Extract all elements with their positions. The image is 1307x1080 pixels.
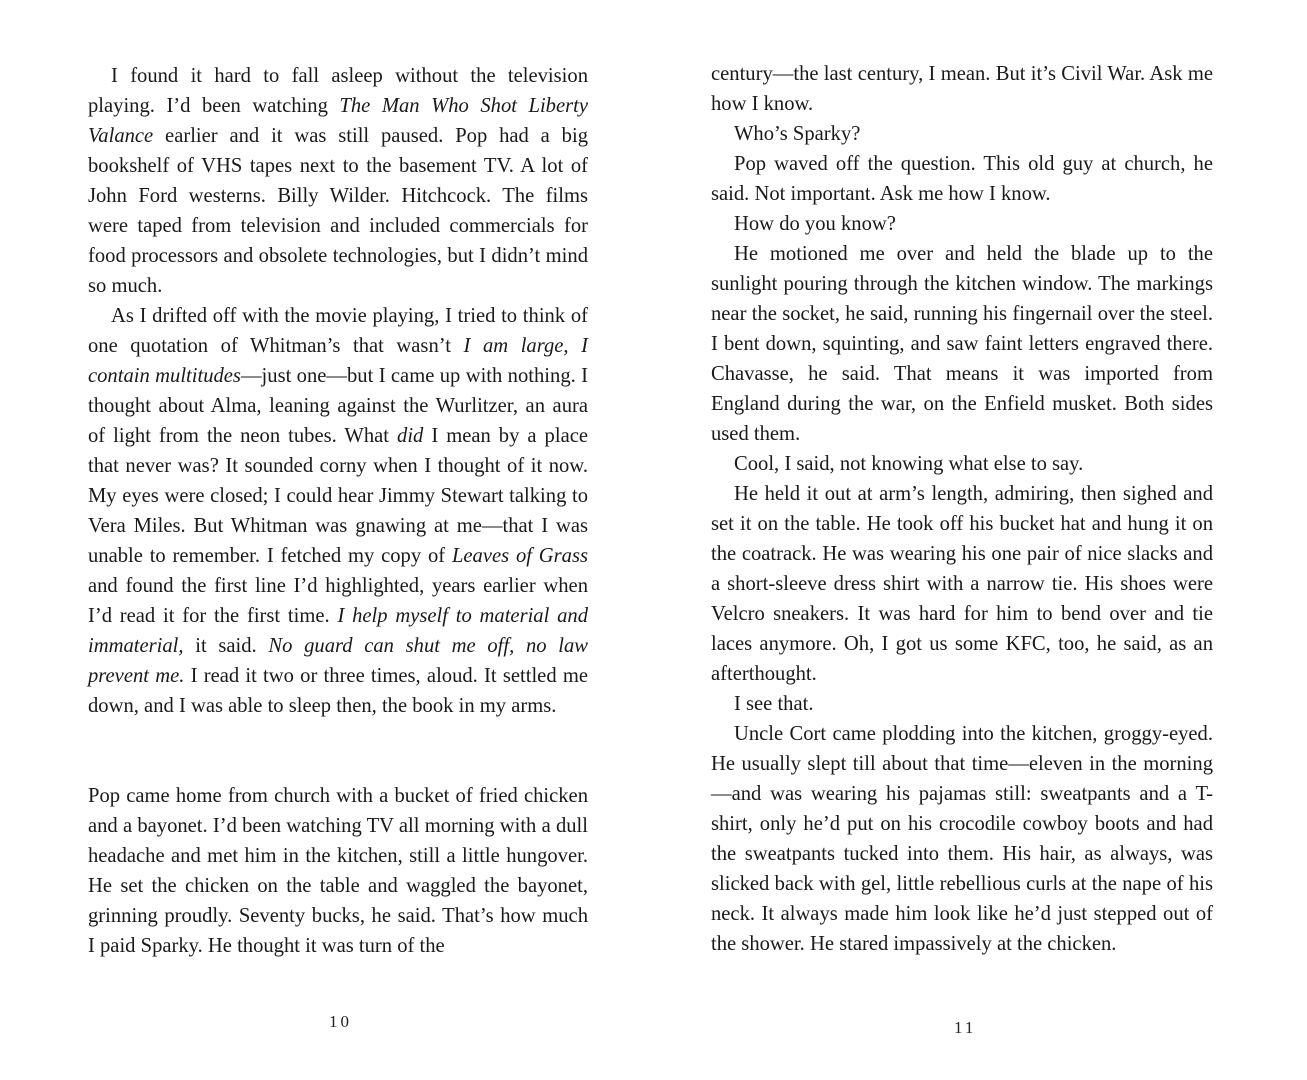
text-run: Who’s Sparky? [734,123,861,145]
text-run: He held it out at arm’s length, admiring, then sighed and set it on the table. He took off his bucket hat and hung it on the coatrack. He was wearing his one pair of nice slacks and a short-sleeve dress shirt with a narrow tie. His shoes were Velcro sneakers. It was hard for him to bend over and tie laces anymore. Oh, I got us some KFC, too, he said, as an afterthought. [711,483,1213,685]
text-run: I read it two or three times, aloud. It settled me down, and I was able to sleep then, the book in my arms. [88,665,589,717]
text-run: Cool, I said, not knowing what else to say. [734,453,1084,475]
section-break [88,721,588,781]
italic-text: The Man Who Shot Liberty Valance [88,95,588,147]
italic-text: I help myself to material and immaterial, [88,605,588,657]
left-paragraph-2 [88,301,588,721]
right-paragraph-4 [711,209,1213,239]
text-run: and found the first line I’d highlighted, years earlier when I’d read it for the first time. [88,575,588,627]
right-paragraph-8 [711,689,1213,719]
text-run: —just one—but I came up with nothing. I thought about Alma, leaning against the Wurlitzer, an aura of light from the neon tubes. What [88,365,588,447]
left-page [0,0,650,1080]
text-run: century—the last century, I mean. But it’s Civil War. Ask me how I know. [711,63,1213,115]
italic-text: No guard can shut me off, no law prevent me. [88,635,588,687]
right-page-number: 11 [954,1018,977,1037]
left-paragraph-1 [88,61,588,301]
text-run: I mean by a place that never was? It sounded corny when I thought of it now. My eyes were closed; I could hear Jimmy Stewart talking to Vera Miles. But Whitman was gnawing at me—that I was unable to remember. I fetched my copy of [88,425,588,567]
right-paragraph-9 [711,719,1213,959]
right-paragraph-7 [711,479,1213,689]
text-run: I see that. [734,693,814,715]
left-page-body-text [88,61,588,961]
right-paragraph-6 [711,449,1213,479]
left-page-number: 10 [329,1012,352,1031]
text-run: I found it hard to fall asleep without the television playing. I’d been watching [88,65,588,117]
right-page [650,0,1307,1080]
italic-text: I am large, I contain multitudes [88,335,588,387]
italic-text: Leaves of Grass [451,545,588,567]
text-run: Pop waved off the question. This old guy at church, he said. Not important. Ask me how I know. [711,153,1213,205]
left-paragraph-3 [88,781,588,961]
text-run: Pop came home from church with a bucket of fried chicken and a bayonet. I’d been watching TV all morning with a dull headache and met him in the kitchen, still a little hungover. He set the chicken on the table and waggled the bayonet, grinning proudly. Seventy bucks, he said. That’s how much I paid Sparky. He thought it was turn of the [88,785,588,957]
text-run: earlier and it was still paused. Pop had a big bookshelf of VHS tapes next to the basement TV. A lot of John Ford westerns. Billy Wilder. Hitchcock. The films were taped from television and included commercials for food processors and obsolete technologies, but I didn’t mind so much. [88,125,588,297]
italic-text: did [397,425,424,447]
right-paragraph-5 [711,239,1213,449]
text-run: Uncle Cort came plodding into the kitchen, groggy-eyed. He usually slept till about that time—eleven in the morning—and was wearing his pajamas still: sweatpants and a T-shirt, only he’d put on his crocodile cowboy boots and had the sweatpants tucked into them. His hair, as always, was slicked back with gel, little rebellious curls at the nape of his neck. It always made him look like he’d just stepped out of the shower. He stared impassively at the chicken. [711,723,1213,955]
text-run: How do you know? [734,213,896,235]
right-paragraph-2 [711,119,1213,149]
text-run: As I drifted off with the movie playing, I tried to think of one quotation of Whitman’s that wasn’t [88,305,588,357]
text-run: it said. [183,635,269,657]
right-page-body-text [711,59,1213,959]
right-paragraph-1 [711,59,1213,119]
text-run: He motioned me over and held the blade up to the sunlight pouring through the kitchen window. The markings near the socket, he said, running his fingernail over the steel. I bent down, squinting, and saw faint letters engraved there. Chavasse, he said. That means it was imported from England during the war, on the Enfield musket. Both sides used them. [711,243,1213,445]
right-paragraph-3 [711,149,1213,209]
